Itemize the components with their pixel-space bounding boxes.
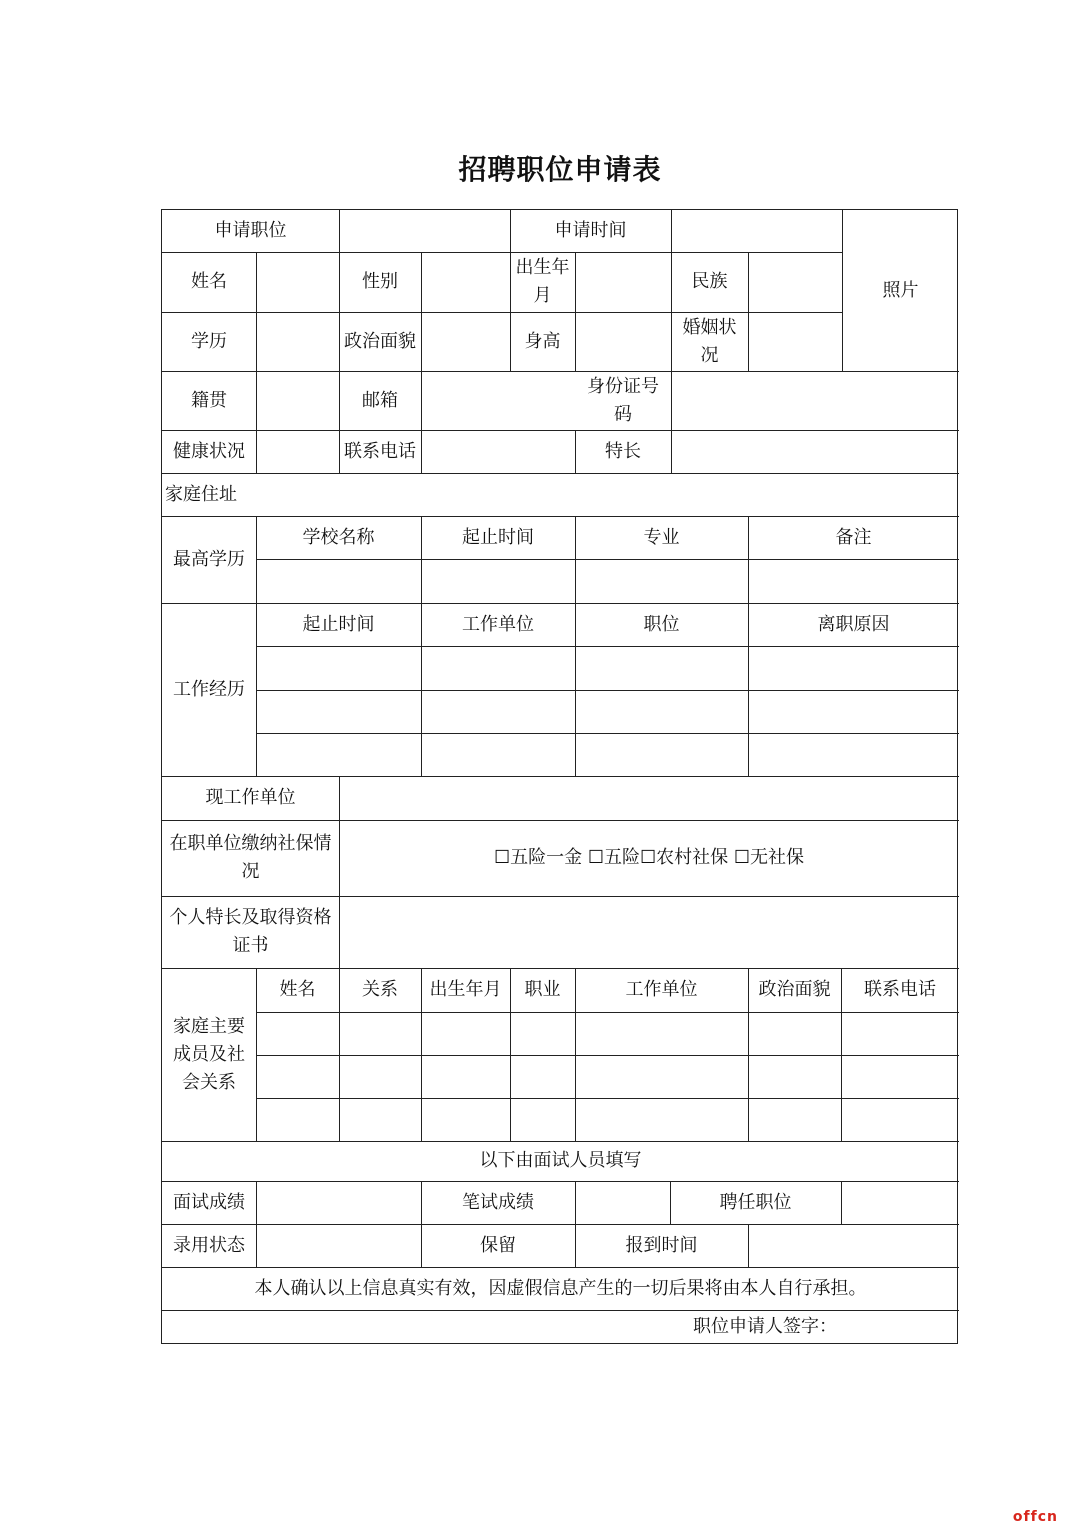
hire-status-label: 录用状态 xyxy=(173,1234,245,1256)
family-name-header: 姓名 xyxy=(279,979,316,1000)
page-title: 招聘职位申请表 xyxy=(458,153,662,186)
gender-label: 性别 xyxy=(362,271,398,292)
work-experience-label: 工作经历 xyxy=(173,678,245,700)
education-period-header: 起止时间 xyxy=(462,526,534,548)
certificates-label: 个人特长及取得资格证书 xyxy=(169,907,332,956)
family-label: 家庭主要成员及社会关系 xyxy=(173,1015,245,1093)
height-field[interactable] xyxy=(576,312,671,371)
education-entry-row[interactable] xyxy=(257,560,959,603)
ethnicity-label: 民族 xyxy=(691,271,728,292)
apply-position-field[interactable] xyxy=(340,210,510,252)
family-entry-row[interactable] xyxy=(257,1013,959,1055)
specialty-field[interactable] xyxy=(672,430,959,473)
health-label: 健康状况 xyxy=(173,440,245,462)
interview-score-field[interactable] xyxy=(257,1181,421,1224)
work-entry-row[interactable] xyxy=(257,647,959,690)
interview-score-label: 面试成绩 xyxy=(173,1191,245,1213)
work-employer-header: 工作单位 xyxy=(462,613,534,635)
id-number-label: 身份证号码 xyxy=(587,375,659,425)
name-field[interactable] xyxy=(257,252,339,312)
position-hired-label: 聘任职位 xyxy=(719,1191,792,1213)
offcn-watermark: offcn xyxy=(1012,1509,1058,1525)
work-entry-row[interactable] xyxy=(257,691,959,733)
native-place-label: 籍贯 xyxy=(191,389,227,411)
family-entry-row[interactable] xyxy=(257,1099,959,1141)
birth-date-label: 出生年月 xyxy=(515,257,570,306)
home-address-label: 家庭住址 xyxy=(165,483,237,505)
family-entry-row[interactable] xyxy=(257,1056,959,1098)
specialty-label: 特长 xyxy=(605,440,641,462)
id-number-field[interactable] xyxy=(672,371,959,430)
family-occupation-header: 职业 xyxy=(524,979,561,1000)
highest-education-label: 最高学历 xyxy=(173,548,245,570)
current-employer-field[interactable] xyxy=(340,776,959,820)
hire-status-field[interactable] xyxy=(257,1224,421,1267)
birth-date-field[interactable] xyxy=(576,252,671,312)
political-status-label: 政治面貌 xyxy=(344,330,416,352)
signature-label[interactable]: 职位申请人签字： xyxy=(693,1316,837,1337)
height-label: 身高 xyxy=(524,330,561,352)
political-status-field[interactable] xyxy=(422,312,510,371)
apply-time-label: 申请时间 xyxy=(554,220,627,241)
apply-time-field[interactable] xyxy=(672,210,842,252)
family-phone-header: 联系电话 xyxy=(864,979,936,1000)
ethnicity-field[interactable] xyxy=(749,252,842,312)
work-entry-row[interactable] xyxy=(257,734,959,776)
family-birth-header: 出生年月 xyxy=(429,979,502,1000)
family-political-header: 政治面貌 xyxy=(758,979,831,1000)
written-score-field[interactable] xyxy=(576,1181,670,1224)
leaving-reason-header: 离职原因 xyxy=(817,613,890,635)
report-time-label: 报到时间 xyxy=(625,1234,698,1256)
education-remarks-header: 备注 xyxy=(835,526,872,548)
interviewer-section-title: 以下由面试人员填写 xyxy=(479,1150,642,1171)
marital-status-field[interactable] xyxy=(749,312,842,371)
work-position-header: 职位 xyxy=(643,613,680,635)
reserve-label: 保留 xyxy=(480,1234,516,1256)
work-period-header: 起止时间 xyxy=(302,613,375,635)
education-label: 学历 xyxy=(191,330,227,352)
marital-status-label: 婚姻状况 xyxy=(682,316,737,366)
current-employer-label: 现工作单位 xyxy=(205,787,296,808)
email-field[interactable] xyxy=(422,371,575,430)
major-header: 专业 xyxy=(643,526,680,548)
phone-label: 联系电话 xyxy=(344,440,416,462)
name-label: 姓名 xyxy=(191,271,227,292)
application-form xyxy=(161,209,958,1344)
report-time-field[interactable] xyxy=(749,1224,959,1267)
education-field[interactable] xyxy=(257,312,339,371)
social-insurance-options[interactable]: ☐五险一金 ☐五险☐农村社保 ☐无社保 xyxy=(494,847,804,868)
school-name-header: 学校名称 xyxy=(302,526,375,548)
position-hired-field[interactable] xyxy=(842,1181,959,1224)
family-relation-header: 关系 xyxy=(362,979,398,1000)
gender-field[interactable] xyxy=(422,252,510,312)
native-place-field[interactable] xyxy=(257,371,339,430)
apply-position-label: 申请职位 xyxy=(214,220,287,241)
phone-field[interactable] xyxy=(422,430,575,473)
written-score-label: 笔试成绩 xyxy=(462,1191,534,1213)
declaration-text: 本人确认以上信息真实有效，因虚假信息产生的一切后果将由本人自行承担。 xyxy=(254,1277,867,1299)
certificates-field[interactable] xyxy=(340,896,959,968)
home-address-field[interactable] xyxy=(257,473,959,516)
photo-box[interactable]: 照片 xyxy=(882,279,919,301)
social-insurance-label: 在职单位缴纳社保情况 xyxy=(169,833,332,882)
family-employer-header: 工作单位 xyxy=(625,979,698,1000)
email-label: 邮箱 xyxy=(362,389,398,411)
health-field[interactable] xyxy=(257,430,339,473)
